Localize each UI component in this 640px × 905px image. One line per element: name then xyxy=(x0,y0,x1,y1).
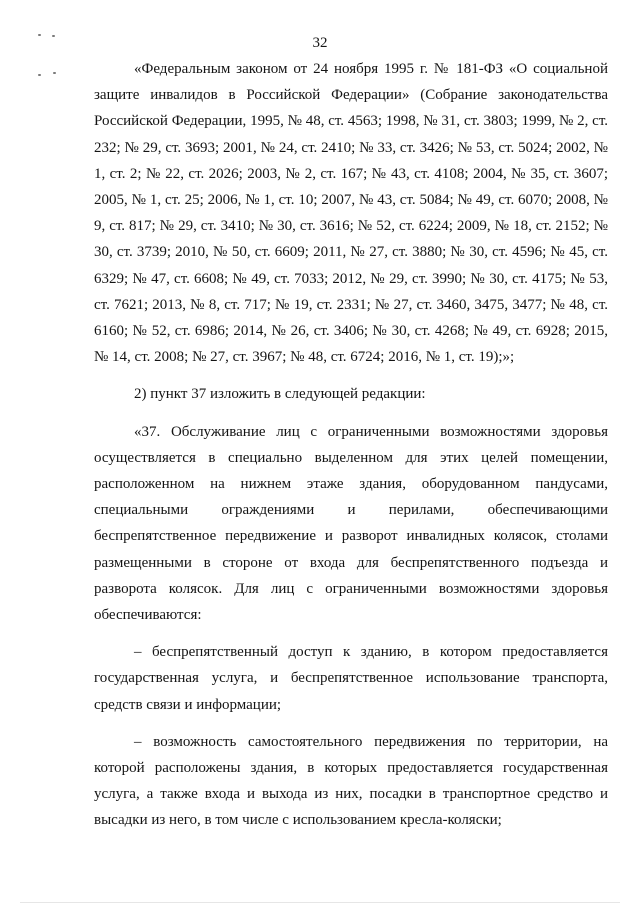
document-body xyxy=(94,56,608,834)
scan-mark xyxy=(53,72,56,74)
page-bottom-edge xyxy=(20,902,620,903)
paragraph-list-item-access: – беспрепятственный доступ к зданию, в котором предоставляется государственная услуга, и беспрепятственное использование транспорта, средств связи и информации; xyxy=(94,644,608,713)
paragraph-clause-37: «37. Обслуживание лиц с ограниченными возможностями здоровья осуществляется в специально выделенном для этих целей помещении, расположенном на нижнем этаже здания, оборудованном пандусами, специальными ограждениями и перилами, обеспечивающими беспрепятственное передвижение и разворот инвалидных колясок, столами размещенными в стороне от входа для беспрепятственного подъезда и разворота колясок. Для лиц с ограниченными возможностями здоровья обеспечиваются: xyxy=(94,423,608,624)
page-number: 32 xyxy=(312,35,328,51)
scan-mark xyxy=(38,74,41,76)
paragraph-law-citation: «Федеральным законом от 24 ноября 1995 г. № 181-ФЗ «О социальной защите инвалидов в Российской Федерации» (Собрание законодательства Российской Федерации, 1995, № 48, ст. 4563; 1998, № 31, ст. 3803; 1999, № 2, ст. 232; № 29, ст. 3693; 2001, № 24, ст. 2410; № 33, ст. 3426; № 53, ст. 5024; 2002, № 1, ст. 2; № 22, ст. 2026; 2003, № 2, ст. 167; № 43, ст. 4108; 2004, № 35, ст. 3607; 2005, № 1, ст. 25; 2006, № 1, ст. 10; 2007, № 43, ст. 5084; № 49, ст. 6070; 2008, № 9, ст. 817; № 29, ст. 3410; № 30, ст. 3616; № 52, ст. 6224; 2009, № 18, ст. 2152; № 30, ст. 3739; 2010, № 50, ст. 6609; 2011, № 27, ст. 3880; № 30, ст. 4596; № 45, ст. 6329; № 47, ст. 6608; № 49, ст. 7033; 2012, № 29, ст. 3990; № 30, ст. 4175; № 53, ст. 7621; 2013, № 8, ст. 717; № 19, ст. 2331; № 27, ст. 3460, 3475, 3477; № 48, ст. 6160; № 52, ст. 6986; 2014, № 26, ст. 3406; № 30, ст. 4268; № 49, ст. 6928; 2015, № 14, ст. 2008; № 27, ст. 3967; № 48, ст. 6724; 2016, № 1, ст. 19);»; xyxy=(94,61,608,366)
paragraph-item-2: 2) пункт 37 изложить в следующей редакции: xyxy=(134,386,426,403)
paragraph-list-item-movement: – возможность самостоятельного передвижения по территории, на которой расположены здания, в которых предоставляется государственная услуга, а также входа и выхода из них, посадки в транспортное средство и высадки из него, в том числе с использованием кресла-коляски; xyxy=(94,733,608,829)
